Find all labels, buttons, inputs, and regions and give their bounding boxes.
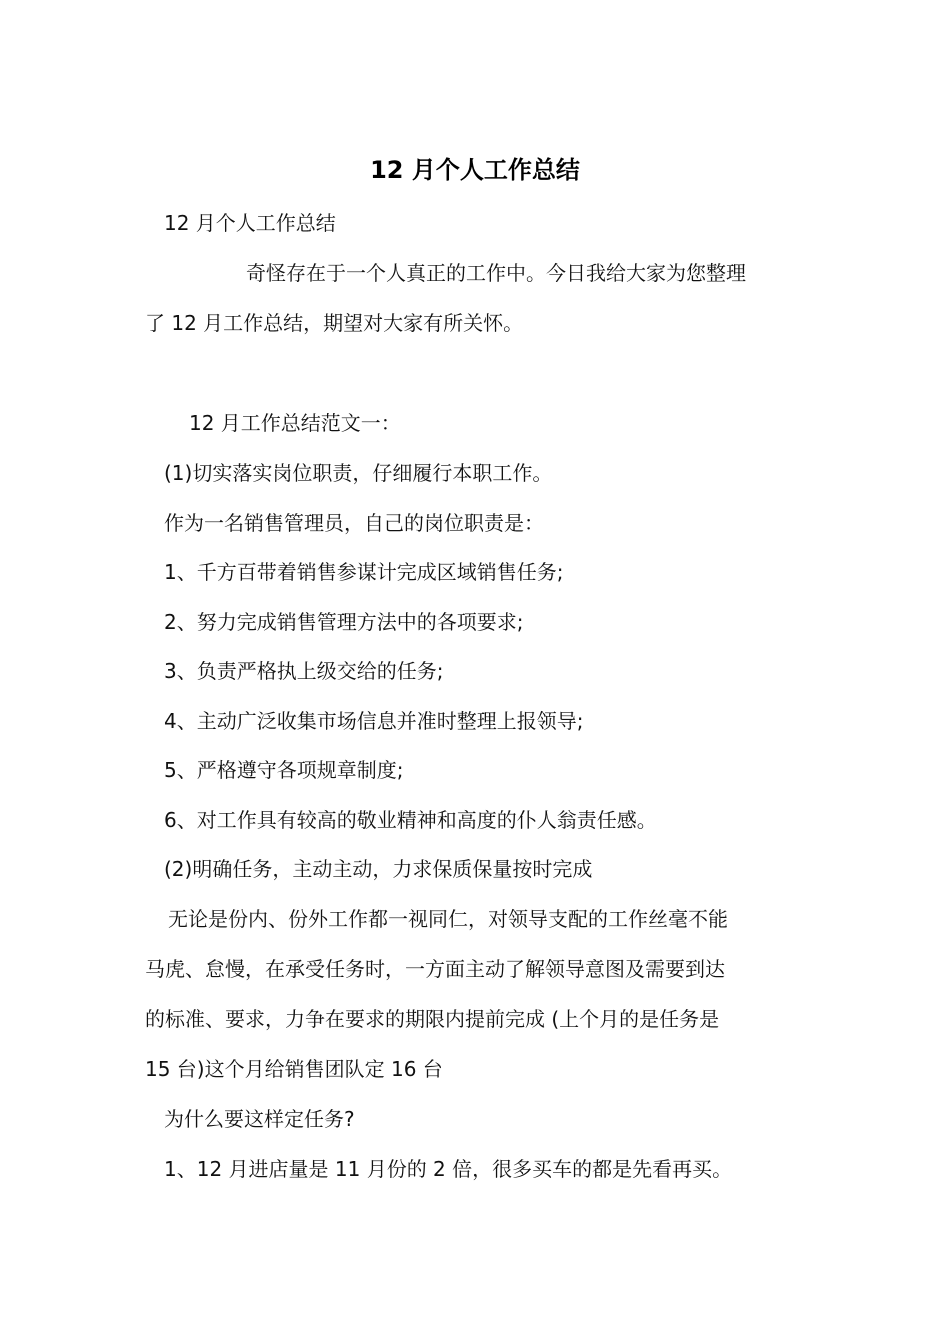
duty-item: 3、负责严格执上级交给的任务; xyxy=(164,659,444,683)
paragraph-line: 马虎、怠慢，在承受任务时，一方面主动了解领导意图及需要到达 xyxy=(145,957,725,981)
point-1: (1)切实落实岗位职责，仔细履行本职工作。 xyxy=(164,461,553,485)
duty-item: 6、对工作具有较高的敬业精神和高度的仆人翁责任感。 xyxy=(164,808,657,832)
intro-line-1: 奇怪存在于一个人真正的工作中。今日我给大家为您整理 xyxy=(246,261,746,285)
duty-item: 1、千方百带着销售参谋计完成区域销售任务; xyxy=(164,560,564,584)
point-2: (2)明确任务，主动主动，力求保质保量按时完成 xyxy=(164,857,593,881)
intro-line-2: 了 12 月工作总结，期望对大家有所关怀。 xyxy=(145,311,524,335)
duty-item: 2、努力完成销售管理方法中的各项要求; xyxy=(164,610,524,634)
duty-item: 5、严格遵守各项规章制度; xyxy=(164,758,404,782)
duty-item: 4、主动广泛收集市场信息并准时整理上报领导; xyxy=(164,709,584,733)
role-intro: 作为一名销售管理员，自己的岗位职责是： xyxy=(164,511,544,535)
section-heading: 12 月工作总结范文一： xyxy=(189,411,401,435)
document-title: 12 月个人工作总结 xyxy=(370,156,580,184)
paragraph-line: 15 台)这个月给销售团队定 16 台 xyxy=(145,1057,443,1081)
paragraph-line: 的标准、要求，力争在要求的期限内提前完成 (上个月的是任务是 xyxy=(145,1007,720,1031)
question-line: 为什么要这样定任务? xyxy=(164,1107,355,1131)
paragraph-line: 无论是份内、份外工作都一视同仁，对领导支配的工作丝毫不能 xyxy=(168,907,728,931)
reason-1: 1、12 月进店量是 11 月份的 2 倍，很多买车的都是先看再买。 xyxy=(164,1157,733,1181)
document-subtitle: 12 月个人工作总结 xyxy=(164,211,336,235)
